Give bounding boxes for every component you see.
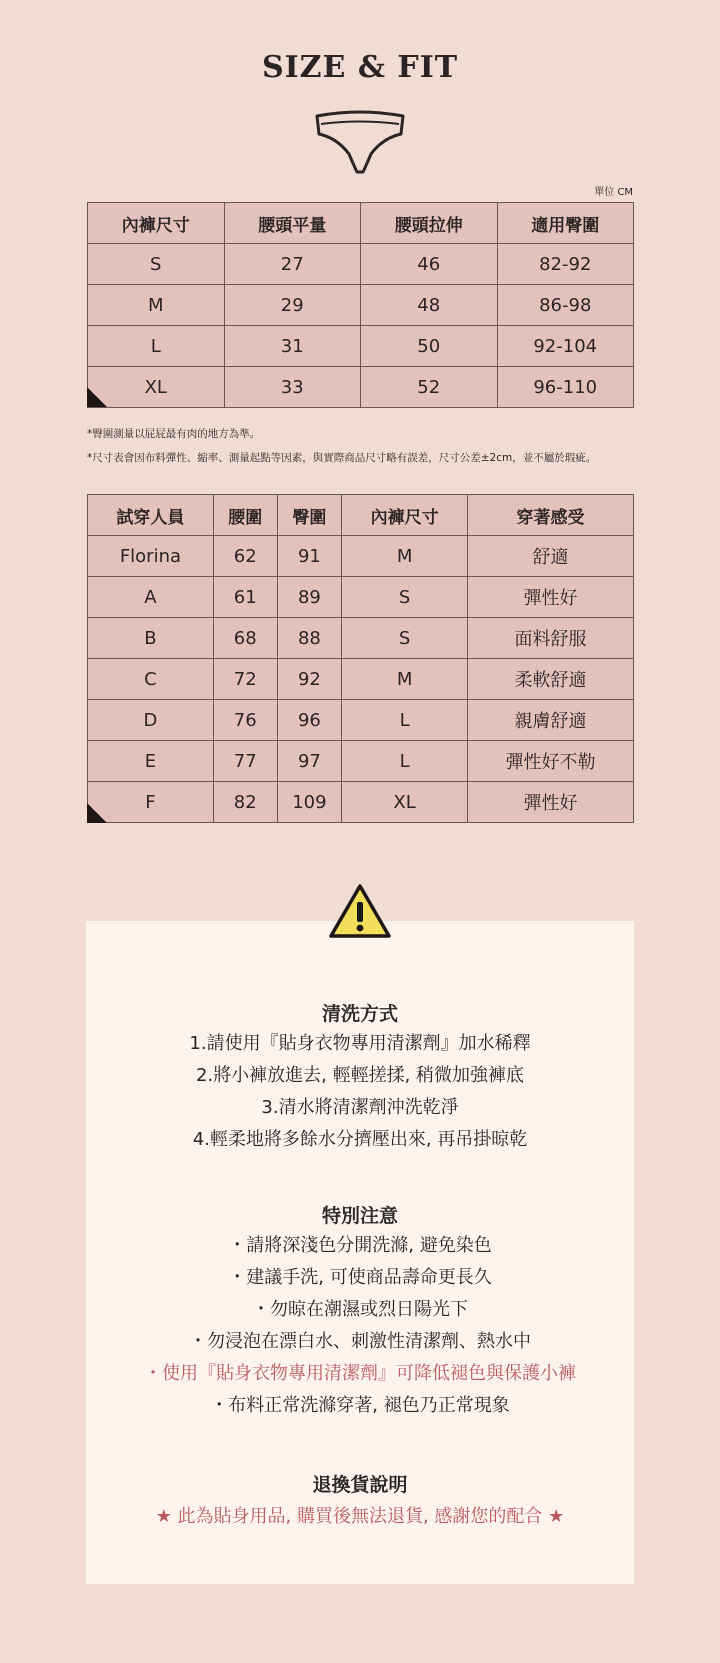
table-cell: 89 [277,577,341,618]
notice-item: ・勿晾在潮濕或烈日陽光下 [252,1299,468,1320]
notice-item: ・建議手洗, 可使商品壽命更長久 [228,1267,492,1288]
table-cell: S [88,244,225,285]
table-row [88,700,634,741]
table-row [88,618,634,659]
table-cell: 46 [361,244,498,285]
note-size-tolerance: *尺寸表會因布料彈性、縮率、測量起點等因素，與實際商品尺寸略有誤差，尺寸公差±2cm，並不屬於瑕疵。 [87,452,597,464]
return-policy-title: 退換貨說明 [312,1474,408,1496]
header-cell: 內褲尺寸 [88,203,225,244]
table-cell: 82-92 [497,244,634,285]
washing-title: 清洗方式 [321,1003,398,1025]
table-cell: 親膚舒適 [468,700,634,741]
table-cell: XL [342,782,468,823]
table-cell: M [342,536,468,577]
table-cell: 91 [277,536,341,577]
table-cell: L [88,326,225,367]
size-table [87,202,634,408]
table-cell: 彈性好 [468,577,634,618]
washing-step: 4.輕柔地將多餘水分擠壓出來, 再吊掛晾乾 [192,1129,528,1150]
table-row [88,782,634,823]
table-cell: 97 [277,741,341,782]
table-cell: E [88,741,214,782]
unit-label: 單位 CM [594,187,633,198]
table-cell: 61 [213,577,277,618]
table-row [88,326,634,367]
header-cell: 臀圍 [277,495,341,536]
table-cell: 面料舒服 [468,618,634,659]
header-cell: 腰圍 [213,495,277,536]
table-row [88,244,634,285]
washing-step: 2.將小褲放進去, 輕輕搓揉, 稍微加強褲底 [195,1065,525,1086]
table-row [88,285,634,326]
washing-step: 3.清水將清潔劑沖洗乾淨 [261,1097,459,1118]
table-cell: 82 [213,782,277,823]
note-hip-measure: *臀圍測量以屁屁最有肉的地方為準。 [87,428,261,440]
table-row [88,367,634,408]
table-header-row [88,495,634,536]
header-cell: 腰頭平量 [224,203,361,244]
table-cell: S [342,577,468,618]
table-cell: M [88,285,225,326]
table-row [88,741,634,782]
table-cell: 96-110 [497,367,634,408]
table-cell: M [342,659,468,700]
table-cell: 88 [277,618,341,659]
notice-item: ・請將深淺色分開洗滌, 避免染色 [228,1235,492,1256]
table-cell: XL [88,367,225,408]
table-cell: 86-98 [497,285,634,326]
table-cell: 72 [213,659,277,700]
header-cell: 試穿人員 [88,495,214,536]
table-cell: 33 [224,367,361,408]
notice-item: ・勿浸泡在漂白水、刺激性清潔劑、熱水中 [189,1331,531,1352]
table-cell: 76 [213,700,277,741]
notice-title: 特別注意 [321,1205,398,1227]
table-row [88,536,634,577]
table-header-row [88,203,634,244]
header-cell: 腰頭拉伸 [361,203,498,244]
table-cell: 52 [361,367,498,408]
table-cell: 柔軟舒適 [468,659,634,700]
table-cell: L [342,741,468,782]
table-cell: D [88,700,214,741]
table-row [88,577,634,618]
table-cell: 舒適 [468,536,634,577]
table-cell: 77 [213,741,277,782]
washing-step: 1.請使用『貼身衣物專用清潔劑』加水稀釋 [189,1033,531,1054]
table-cell: 92 [277,659,341,700]
table-cell: 彈性好 [468,782,634,823]
table-cell: 96 [277,700,341,741]
table-cell: Florina [88,536,214,577]
notice-item: ・布料正常洗滌穿著, 褪色乃正常現象 [210,1395,510,1416]
table-cell: 62 [213,536,277,577]
header-cell: 內褲尺寸 [342,495,468,536]
table-cell: 31 [224,326,361,367]
table-cell: 109 [277,782,341,823]
warning-icon [327,882,393,940]
table-row [88,659,634,700]
table-cell: 50 [361,326,498,367]
table-cell: B [88,618,214,659]
table-cell: A [88,577,214,618]
table-cell: 92-104 [497,326,634,367]
fit-test-table [87,494,634,823]
table-cell: S [342,618,468,659]
notice-item-highlight: ・使用『貼身衣物專用清潔劑』可降低褪色與保護小褲 [144,1363,576,1384]
corner-triangle-decoration [87,387,107,407]
table-cell: 68 [213,618,277,659]
table-cell: 29 [224,285,361,326]
table-cell: L [342,700,468,741]
table-cell: F [88,782,214,823]
table-cell: 27 [224,244,361,285]
corner-triangle-decoration [87,803,107,823]
table-cell: 彈性好不勒 [468,741,634,782]
page-title: SIZE & FIT [261,50,459,85]
return-policy-text: ★ 此為貼身用品, 購買後無法退貨, 感謝您的配合 ★ [155,1506,565,1527]
care-instructions-panel [86,921,634,1584]
table-cell: C [88,659,214,700]
header-cell: 穿著感受 [468,495,634,536]
underwear-icon [313,110,407,176]
table-cell: 48 [361,285,498,326]
header-cell: 適用臀圍 [497,203,634,244]
